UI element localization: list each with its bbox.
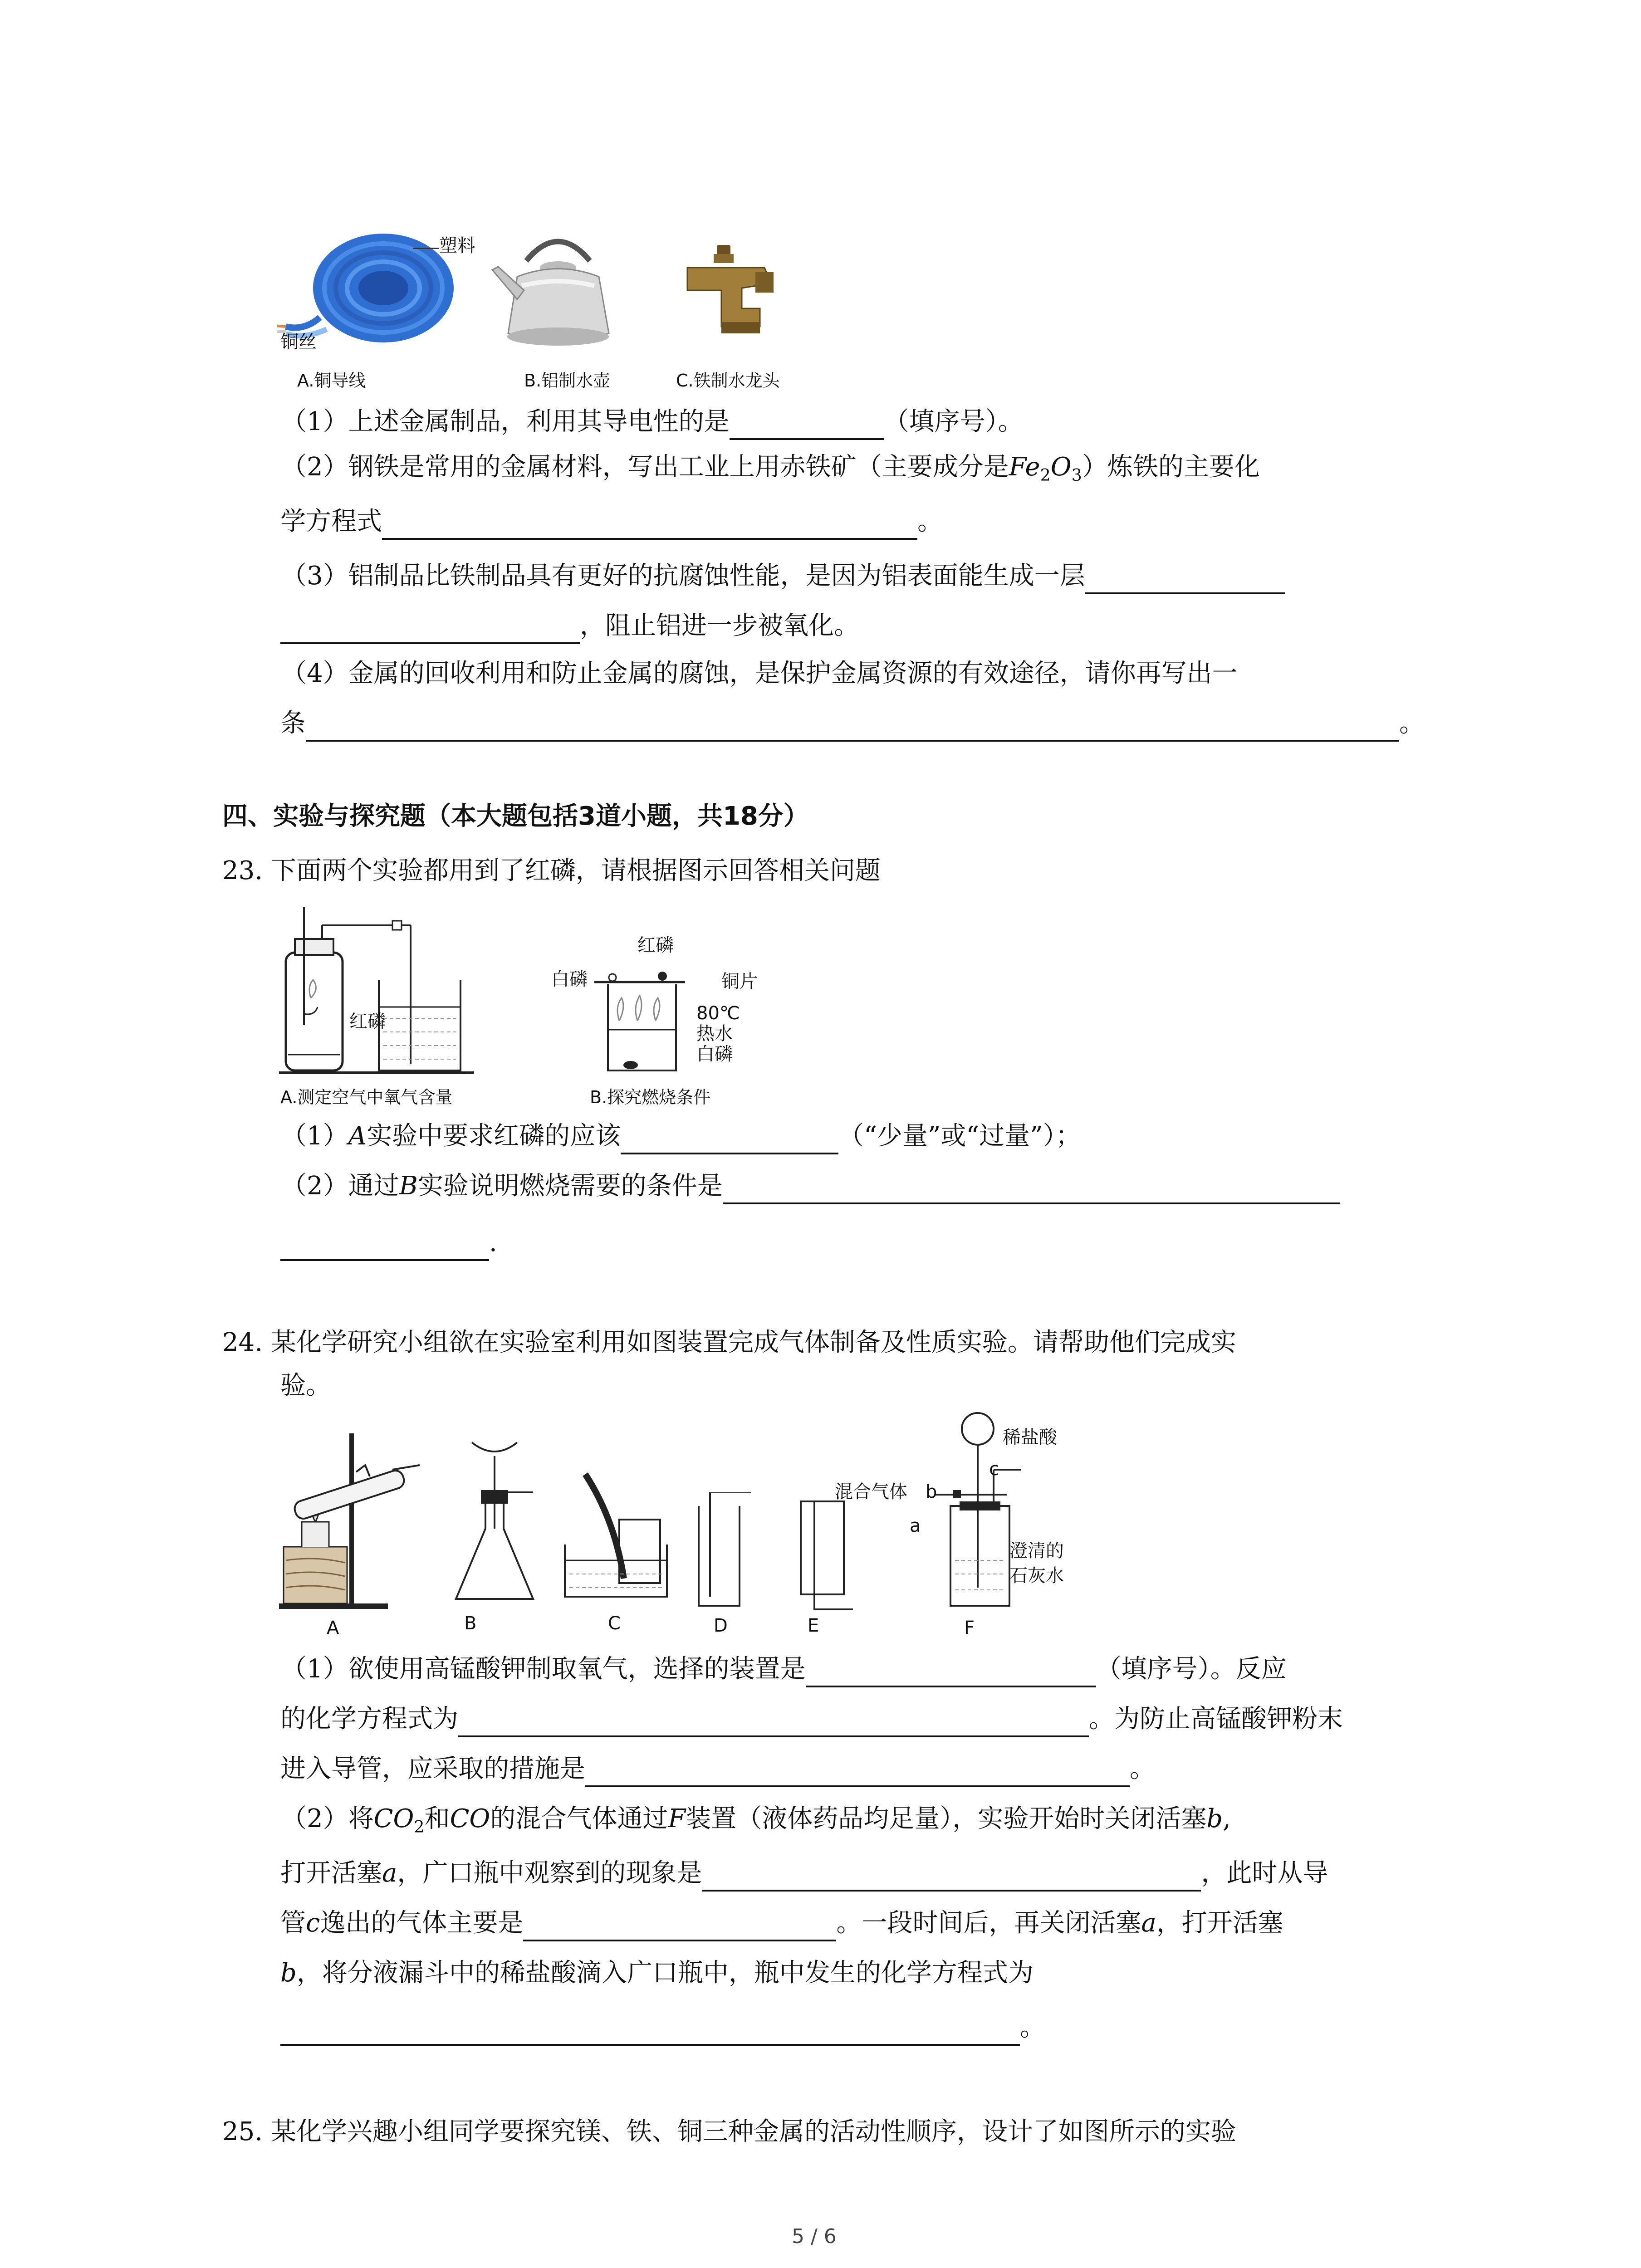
apparatus-b-flask (449, 1438, 540, 1610)
apparatus-label-f: F (964, 1618, 975, 1638)
label-valve-a: a (910, 1515, 921, 1536)
q22-part1: （1）上述金属制品，利用其导电性的是 （填序号）。 (281, 404, 1024, 440)
q23-part2-line1: （2）通过B实验说明燃烧需要的条件是 (281, 1168, 1340, 1204)
answer-blank-q24-2c[interactable] (280, 2016, 1020, 2046)
apparatus-label-d: D (714, 1615, 728, 1636)
label-red-phosphorus-b: 红磷 (637, 935, 674, 956)
q24-part2-line1: （2）将$CO_2$和CO的混合气体通过F装置（液体药品均足量），实验开始时关闭活塞b, (281, 1804, 1231, 1837)
label-plastic: 塑料 (439, 235, 475, 256)
label-dilute-hcl: 稀盐酸 (1003, 1427, 1057, 1448)
q23-stem: 23. 下面两个实验都用到了红磷，请根据图示回答相关问题 (222, 856, 881, 885)
apparatus-label-a: A (327, 1618, 339, 1638)
q22-part4-line1: （4）金属的回收利用和防止金属的腐蚀，是保护金属资源的有效途径，请你再写出一 (281, 659, 1238, 688)
q24-part2-line3: 管c逸出的气体主要是 。一段时间后，再关闭活塞a，打开活塞 (280, 1905, 1283, 1941)
q24-stem-line1: 24. 某化学研究小组欲在实验室利用如图装置完成气体制备及性质实验。请帮助他们完成实 (222, 1328, 1236, 1357)
answer-blank-q22-3b[interactable] (280, 614, 580, 644)
answer-blank-q24-1a[interactable] (806, 1657, 1096, 1687)
answer-blank-q22-3a[interactable] (1085, 564, 1285, 594)
apparatus-label-c: C (608, 1613, 621, 1634)
section-heading: 四、实验与探究题（本大题包括3道小题，共18分） (222, 802, 809, 831)
caption-copper-wire: A.铜导线 (297, 371, 366, 391)
answer-blank-q23-2b[interactable] (280, 1231, 489, 1261)
answer-blank-q24-1b[interactable] (458, 1707, 1089, 1737)
q22-part3-line1: （3）铝制品比铁制品具有更好的抗腐蚀性能，是因为铝表面能生成一层 (281, 558, 1285, 594)
q24-part1-line2: 的化学方程式为 。为防止高锰酸钾粉末 (280, 1701, 1343, 1737)
caption-aluminum-kettle: B.铝制水壶 (524, 371, 611, 391)
answer-blank-q22-4[interactable] (306, 712, 1399, 742)
answer-blank-q24-2b[interactable] (523, 1911, 836, 1941)
apparatus-d-bottle (685, 1492, 753, 1610)
caption-apparatus-b: B.探究燃烧条件 (590, 1087, 711, 1107)
label-mixed-gas: 混合气体 (835, 1481, 907, 1502)
label-copper-wire: 铜丝 (280, 332, 317, 352)
caption-iron-tap: C.铁制水龙头 (676, 371, 780, 391)
label-temperature: 80℃ (696, 1003, 740, 1024)
q23-part1: （1）A实验中要求红磷的应该 （“少量”或“过量”）； (281, 1118, 1081, 1154)
q24-part2-line4: b，将分液漏斗中的稀盐酸滴入广口瓶中，瓶中发生的化学方程式为 (280, 1958, 1034, 1988)
label-white-phosphorus-left: 白磷 (551, 969, 588, 990)
answer-blank-q24-2a[interactable] (702, 1862, 1201, 1892)
answer-blank-q23-1[interactable] (621, 1124, 838, 1154)
answer-blank-q23-2a[interactable] (723, 1174, 1340, 1204)
label-valve-b: b (926, 1481, 937, 1502)
q22-part2-line1: （2）钢铁是常用的金属材料，写出工业上用赤铁矿（主要成分是$Fe_2O_3$）炼铁的主要化 (281, 452, 1260, 485)
apparatus-c-trough (560, 1465, 669, 1610)
q22-part4-line2: 条 。 (280, 705, 1425, 742)
caption-apparatus-a: A.测定空气中氧气含量 (280, 1087, 453, 1107)
q22-part3-line2: ，阻止铝进一步被氧化。 (280, 608, 859, 644)
label-red-phosphorus-a: 红磷 (349, 1011, 386, 1032)
page-number: 5 / 6 (792, 2225, 837, 2248)
label-outlet-c: c (989, 1459, 999, 1480)
answer-blank-q22-1[interactable] (730, 410, 884, 440)
q24-part2-line2: 打开活塞a，广口瓶中观察到的现象是 ，此时从导 (280, 1855, 1328, 1892)
iron-tap-image (674, 240, 778, 345)
label-limewater-1: 澄清的 (1009, 1540, 1064, 1561)
aluminum-kettle-image (490, 218, 626, 358)
label-white-phosphorus-bottom: 白磷 (696, 1044, 733, 1065)
label-limewater-2: 石灰水 (1009, 1565, 1064, 1586)
q25-stem: 25. 某化学兴趣小组同学要探究镁、铁、铜三种金属的活动性顺序，设计了如图所示的实验 (222, 2117, 1236, 2146)
apparatus-label-b: B (464, 1613, 477, 1634)
answer-blank-q24-1c[interactable] (585, 1757, 1130, 1787)
label-copper-sheet: 铜片 (721, 971, 758, 992)
q24-stem-line2: 验。 (280, 1371, 331, 1400)
q24-part1-line3: 进入导管，应采取的措施是 。 (280, 1751, 1155, 1787)
q24-part1-line1: （1）欲使用高锰酸钾制取氧气，选择的装置是 （填序号）。反应 (281, 1651, 1287, 1687)
leader-plastic (413, 248, 439, 249)
answer-blank-q22-2[interactable] (382, 510, 917, 540)
apparatus-a-image (279, 907, 479, 1080)
apparatus-label-e: E (808, 1615, 819, 1636)
label-hot-water: 热水 (696, 1023, 733, 1044)
q23-part2-line2: . (280, 1225, 497, 1261)
q24-part2-line5: 。 (280, 2009, 1045, 2046)
apparatus-e-bottle (789, 1492, 857, 1610)
apparatus-b-image (594, 957, 712, 1075)
apparatus-a-heating (279, 1433, 424, 1610)
q22-part2-line2: 学方程式 。 (280, 503, 943, 540)
